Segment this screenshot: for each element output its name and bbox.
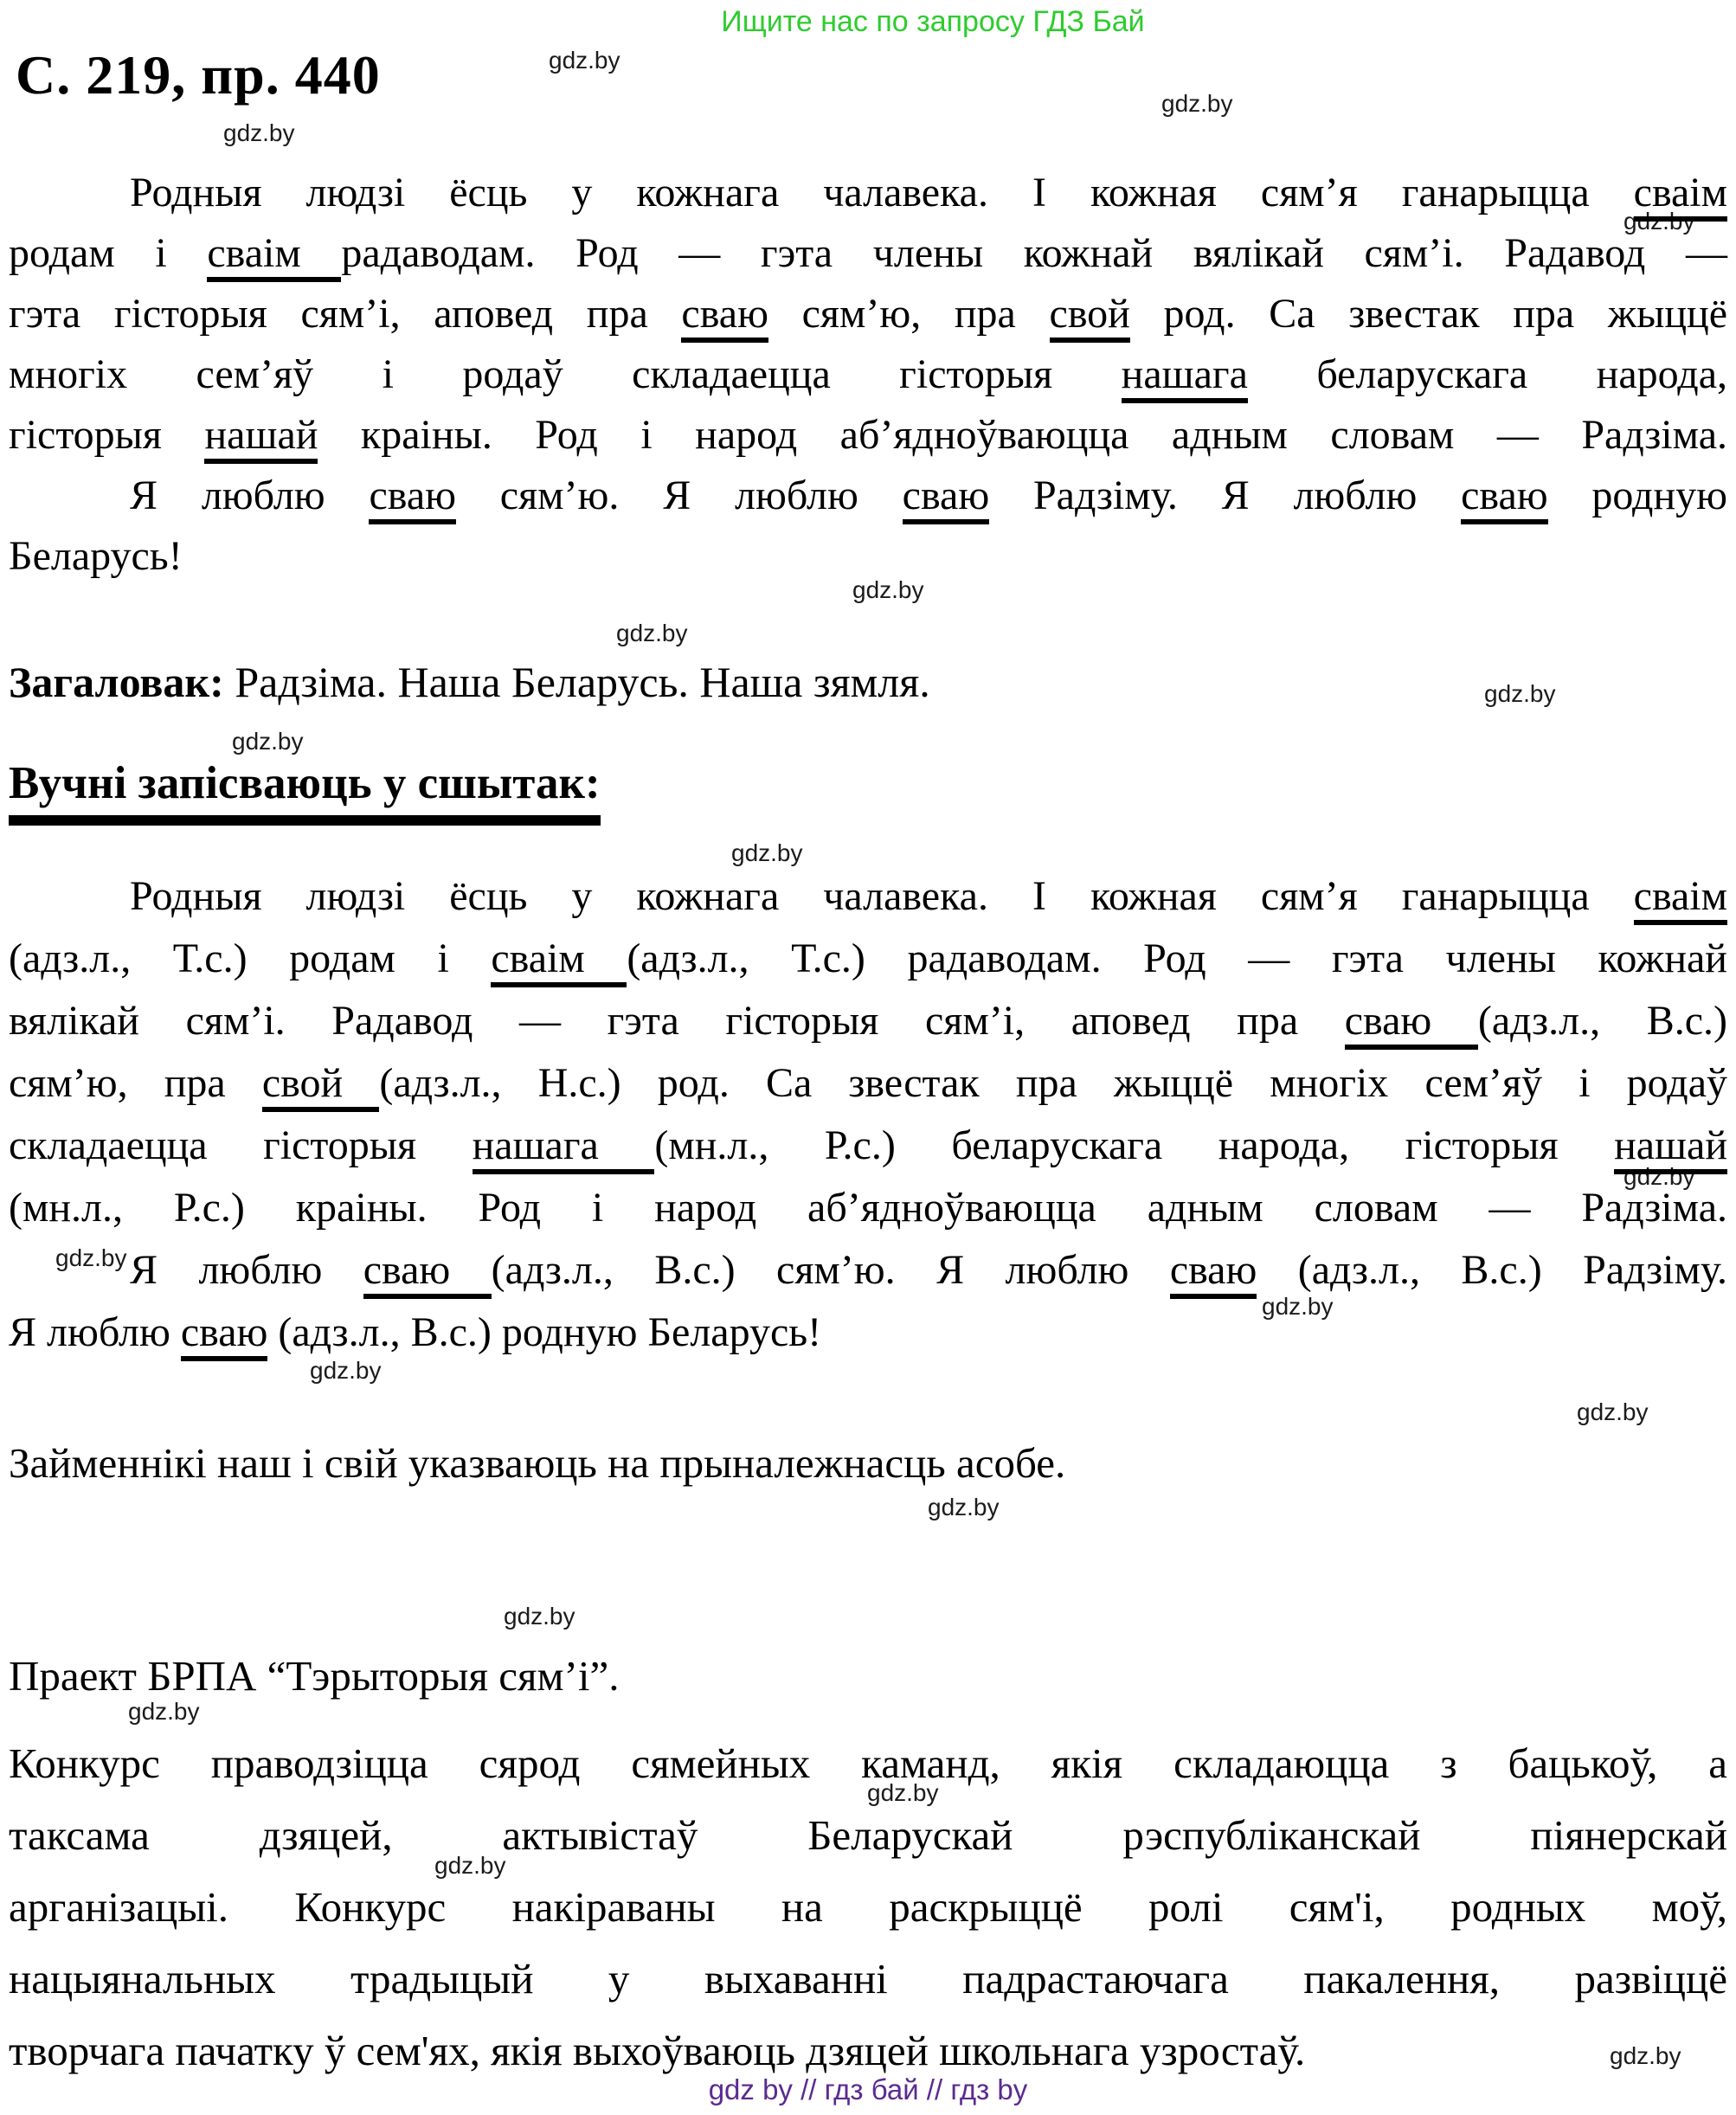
text-line: Конкурс праводзіцца сярод сямейных каманд, якія складаюцца з бацькоў, а xyxy=(9,1739,1727,1787)
text-line: сям’ю, пра свой (адз.л., Н.с.) род. Са звестак пра жыццё многіх сем’яў і родаў xyxy=(9,1052,1727,1115)
gdz-watermark: gdz.by xyxy=(310,1357,382,1384)
gdz-watermark: gdz.by xyxy=(1623,1163,1695,1190)
text-line: многіх сем’яў і родаў складаецца гісторыя нашага беларускага народа, xyxy=(9,344,1727,405)
text-line: таксама дзяцей, актывістаў Беларускай рэспубліканскай піянерскай xyxy=(9,1811,1727,1859)
gdz-watermark: gdz.by xyxy=(928,1494,1000,1520)
text-line: арганізацыі. Конкурс накіраваны на раскрыццё ролі сям'і, родных моў, xyxy=(9,1883,1727,1931)
text-line: Я люблю сваю сям’ю. Я люблю сваю Радзіму. Я люблю сваю родную xyxy=(9,466,1727,526)
gdz-watermark: gdz.by xyxy=(867,1779,939,1806)
text-line: нацыянальных традыцый у выхаванні падрастаючага пакалення, развіццё xyxy=(9,1955,1727,2002)
text-line: Родныя людзі ёсць у кожнага чалавека. І кожная сям’я ганарыцца сваім xyxy=(9,163,1727,223)
section-heading-text: Вучні запісваюць у сшытак: xyxy=(9,758,601,826)
text-line: вялікай сям’і. Радавод — гэта гісторыя сям’і, аповед пра сваю (адз.л., В.с.) xyxy=(9,990,1727,1052)
text-line: складаецца гісторыя нашага (мн.л., Р.с.) беларускага народа, гісторыя нашай xyxy=(9,1115,1727,1177)
text-line: Беларусь! xyxy=(9,533,183,579)
text-line: Я люблю сваю (адз.л., В.с.) родную Беларусь! xyxy=(9,1302,1727,1364)
paragraph-original-text xyxy=(9,163,1727,587)
zagalovak-line: Загаловак: Радзіма. Наша Беларусь. Наша зямля. xyxy=(9,658,930,706)
gdz-watermark: gdz.by xyxy=(55,1244,127,1271)
gdz-watermark: gdz.by xyxy=(549,47,620,74)
gdz-watermark: gdz.by xyxy=(616,620,688,646)
text-line: (мн.л., Р.с.) краіны. Род і народ аб’ядноўваюцца адным словам — Радзіма. xyxy=(9,1185,1727,1231)
gdz-watermark: gdz.by xyxy=(1610,2042,1681,2069)
gdz-watermark: gdz.by xyxy=(731,839,803,866)
gdz-watermark: gdz.by xyxy=(1262,1293,1334,1320)
gdz-watermark: gdz.by xyxy=(1623,208,1695,235)
paragraph-contest-text xyxy=(9,1727,1727,2086)
gdz-watermark: gdz.by xyxy=(1484,680,1556,707)
section-heading xyxy=(9,758,601,826)
text-line: творчага пачатку ў сем'ях, якія выхоўваюць дзяцей школьнага узростаў. xyxy=(9,2027,1306,2074)
text-line: родам і сваім радаводам. Род — гэта члены кожнай вялікай сям’і. Радавод — xyxy=(9,223,1727,284)
pronoun-note: Займеннікі наш і свій указваюць на прыналежнасць асобе. xyxy=(9,1439,1066,1487)
text-line: Родныя людзі ёсць у кожнага чалавека. І кожная сям’я ганарыцца сваім xyxy=(9,865,1727,928)
gdz-watermark: gdz.by xyxy=(223,119,295,146)
site-footer-text: gdz by // гдз бай // гдз by xyxy=(708,2073,1028,2105)
gdz-watermark: gdz.by xyxy=(434,1852,506,1879)
gdz-watermark: gdz.by xyxy=(852,576,924,603)
text-line: гісторыя нашай краіны. Род і народ аб’ядноўваюцца адным словам — Радзіма. xyxy=(9,405,1727,466)
gdz-watermark: gdz.by xyxy=(504,1603,575,1630)
site-banner-text: Ищите нас по запросу ГДЗ Бай xyxy=(721,5,1145,38)
project-line: Праект БРПА “Тэрыторыя сям’і”. xyxy=(9,1652,620,1700)
text-line: Я люблю сваю (адз.л., В.с.) сям’ю. Я люблю сваю (адз.л., В.с.) Радзіму. xyxy=(9,1239,1727,1302)
page-title: С. 219, пр. 440 xyxy=(16,44,381,106)
gdz-watermark: gdz.by xyxy=(1161,90,1233,117)
gdz-watermark: gdz.by xyxy=(1577,1398,1649,1425)
text-line: гэта гісторыя сям’і, аповед пра сваю сям’ю, пра свой род. Са звестак пра жыццё xyxy=(9,284,1727,344)
gdz-watermark: gdz.by xyxy=(232,728,304,755)
paragraph-annotated-text xyxy=(9,865,1727,1364)
text-line: (адз.л., Т.с.) родам і сваім (адз.л., Т.с.) радаводам. Род — гэта члены кожнай xyxy=(9,928,1727,990)
gdz-watermark: gdz.by xyxy=(128,1698,200,1725)
